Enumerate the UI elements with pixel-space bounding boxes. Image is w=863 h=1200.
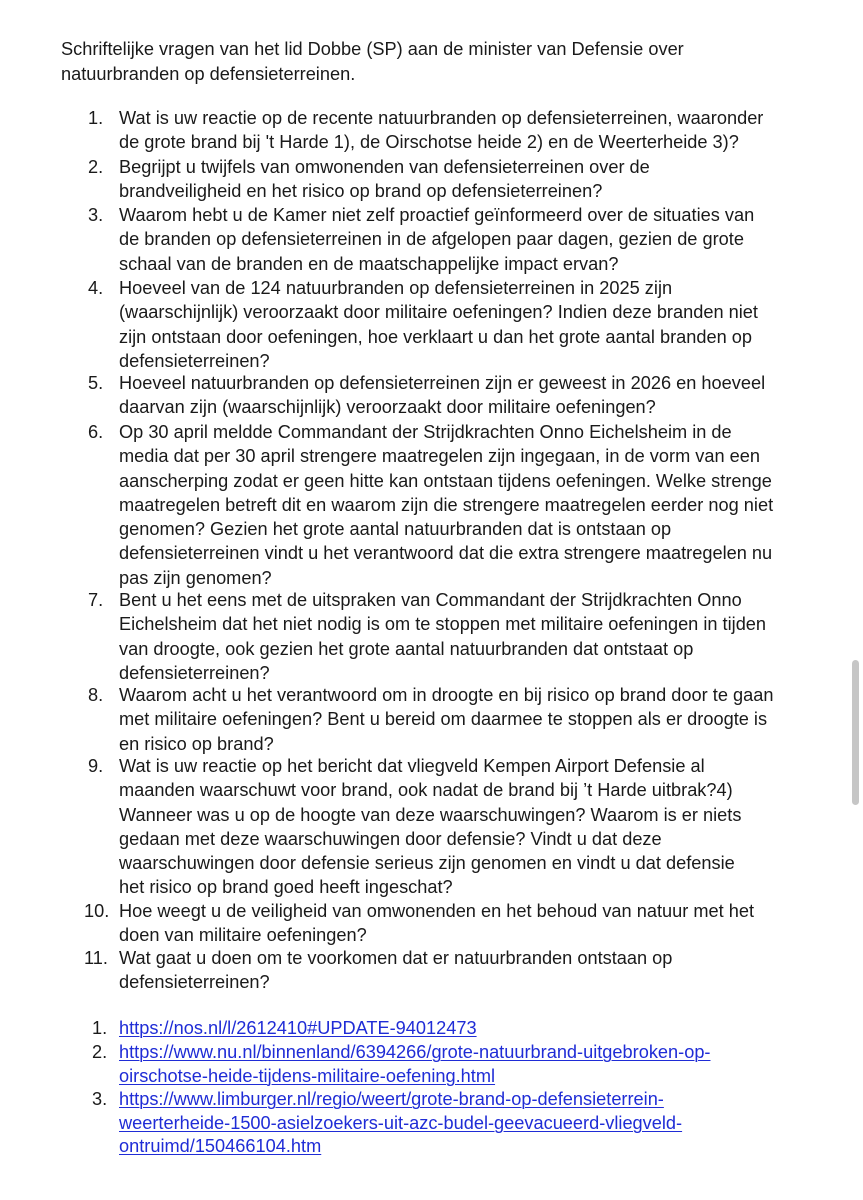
question-text: Waarom acht u het verantwoord om in droogte en bij risico op brand door te gaan met militaire oefeningen? Bent u bereid om daarmee te stoppen als er droogte is en risico op brand? xyxy=(119,685,774,754)
question-number: 3. xyxy=(88,205,104,225)
question-text: Wat gaat u doen om te voorkomen dat er natuurbranden ontstaan op defensieterreinen? xyxy=(119,948,673,993)
question-number: 2. xyxy=(88,157,104,177)
question-text: Hoeveel van de 124 natuurbranden op defensieterreinen in 2025 zijn (waarschijnlijk) veroorzaakt door militaire oefeningen? Indien deze branden niet zijn ontstaan door oefeningen, hoe verklaart u dan het grote aantal branden op defensieterreinen? xyxy=(119,278,758,371)
document-intro: Schriftelijke vragen van het lid Dobbe (SP) aan de minister van Defensie over natuurbranden op defensieterreinen. xyxy=(61,39,684,84)
question-text: Hoeveel natuurbranden op defensieterreinen zijn er geweest in 2026 en hoeveel daarvan zijn (waarschijnlijk) veroorzaakt door militaire oefeningen? xyxy=(119,373,766,418)
question-number: 9. xyxy=(88,756,104,776)
question-number: 5. xyxy=(88,373,104,393)
question-text: Wat is uw reactie op het bericht dat vliegveld Kempen Airport Defensie al maanden waarschuwt voor brand, ook nadat de brand bij ’t Harde uitbrak?4) Wanneer was u op de hoogte van deze waarschuwingen? Waarom is er niets gedaan met deze waarschuwingen door defensie? Vindt u dat deze waarschuwingen door defensie serieus zijn genomen en vindt u dat defensie het risico op brand goed heeft ingeschat? xyxy=(119,756,742,898)
question-text: Begrijpt u twijfels van omwonenden van defensieterreinen over de brandveiligheid en het risico op brand op defensieterreinen? xyxy=(119,157,650,202)
reference-link[interactable]: https://nos.nl/l/2612410#UPDATE-94012473 xyxy=(119,1018,477,1038)
question-text: Op 30 april meldde Commandant der Strijdkrachten Onno Eichelsheim in de media dat per 30 april strengere maatregelen zijn ingegaan, in de vorm van een aanscherping zodat er geen hitte kan ontstaan tijdens oefeningen. Welke strenge maatregelen betreft dit en waarom zijn die strengere maatregelen eerder nog niet genomen? Gezien het grote aantal natuurbranden dat is ontstaan op defensieterreinen vindt u het verantwoord dat die extra strengere maatregelen nu pas zijn genomen? xyxy=(119,422,774,588)
question-text: Waarom hebt u de Kamer niet zelf proactief geïnformeerd over de situaties van de branden op defensieterreinen in de afgelopen paar dagen, gezien de grote schaal van de branden en de maatschappelijke impact ervan? xyxy=(119,205,755,274)
question-text: Bent u het eens met de uitspraken van Commandant der Strijdkrachten Onno Eichelsheim dat het niet nodig is om te stoppen met militaire oefeningen in tijden van droogte, ook gezien het grote aantal natuurbranden dat ontstaat op defensieterreinen? xyxy=(119,590,767,683)
reference-link[interactable]: https://www.nu.nl/binnenland/6394266/grote-natuurbrand-uitgebroken-op- oirschotse-heide-tijdens-militaire-oefening.html xyxy=(119,1042,711,1086)
question-text: Wat is uw reactie op de recente natuurbranden op defensieterreinen, waaronder de grote brand bij 't Harde 1), de Oirschotse heide 2) en de Weerterheide 3)? xyxy=(119,108,764,153)
question-number: 1. xyxy=(88,108,104,128)
reference-number: 3. xyxy=(92,1089,108,1109)
question-text: Hoe weegt u de veiligheid van omwonenden en het behoud van natuur met het doen van militaire oefeningen? xyxy=(119,901,754,946)
reference-link[interactable]: https://www.limburger.nl/regio/weert/grote-brand-op-defensieterrein- weerterheide-1500-asielzoekers-uit-azc-budel-geevacueerd-vliegveld- ontruimd/150466104.htm xyxy=(119,1089,683,1156)
reference-number: 2. xyxy=(92,1042,108,1062)
question-number: 6. xyxy=(88,422,104,442)
question-number: 8. xyxy=(88,685,104,705)
question-number: 7. xyxy=(88,590,104,610)
reference-number: 1. xyxy=(92,1018,108,1038)
question-number: 11. xyxy=(84,948,108,968)
scrollbar-thumb[interactable] xyxy=(852,660,859,805)
question-number: 4. xyxy=(88,278,104,298)
question-number: 10. xyxy=(84,901,110,921)
